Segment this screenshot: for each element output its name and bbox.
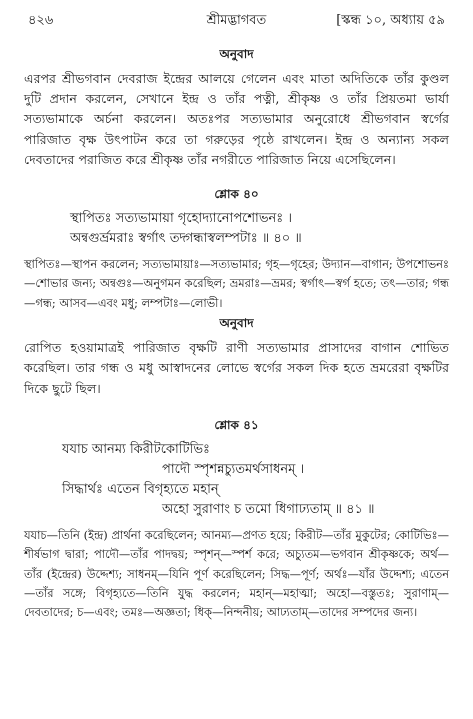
verse-line: সিদ্ধার্থঃ এতেন বিগৃহ্যতে মহান্ [62, 481, 219, 497]
chapter-reference: [স্কন্ধ ১০, অধ্যায় ৫৯ [336, 13, 445, 28]
running-title: শ্রীমদ্ভাগবত [206, 13, 267, 28]
word-synonyms: স্থাপিতঃ—স্থাপন করলেন; সত্যভামায়াঃ—সত্যভামার; গৃহ—গৃহের; উদ্যান—বাগান; উপশোভনঃ—শোভার জন্য; অন্বগুঃ—অনুগমন করেছিল; ভ্রমরাঃ—ভ্রমর; স্বর্গাৎ—স্বর্গ হতে; তৎ—তার; গন্ধ—গন্ধ; আসব—এবং মধু; লম্পটাঃ—লোভী। [24, 257, 449, 310]
page-number: ৪২৬ [28, 13, 54, 28]
verse-line: পাদৌ স্পৃশন্নচ্যুতমর্থসাধনম্ । [162, 461, 305, 477]
translation-heading: অনুবাদ [219, 316, 254, 331]
sanskrit-verse [24, 209, 449, 249]
translation-heading: অনুবাদ [219, 47, 254, 61]
verse-heading: শ্লোক ৪০ [214, 187, 259, 202]
running-header [24, 10, 449, 32]
verse-line: যযাচ আনম্য কিরীটকোটিভিঃ [62, 441, 210, 457]
verse-line: অন্বগুর্ভ্রমরাঃ স্বর্গাৎ তদ্গন্ধাস্বলম্পটাঃ ॥ ৪০ ॥ [70, 231, 302, 247]
verse-line: স্থাপিতঃ সত্যভামায়া গৃহোদ্যানোপশোভনঃ । [70, 211, 292, 227]
verse-heading: শ্লোক ৪১ [214, 417, 259, 432]
word-synonyms: যযাচ—তিনি (ইন্দ্র) প্রার্থনা করেছিলেন; আনম্য—প্রণত হয়ে; কিরীট—তাঁর মুকুটের; কোটিভিঃ—শীর্ষভাগ দ্বারা; পাদৌ—তাঁর পাদদ্বয়; স্পৃশন্—স্পর্শ করে; অচ্যুতম—ভগবান শ্রীকৃষ্ণকে; অর্থ—তাঁর (ইন্দ্রের) উদ্দেশ্য; সাধনম্—যিনি পূর্ণ করেছিলেন; সিদ্ধ—পূর্ণ; অর্থঃ—যাঁর উদ্দেশ্য; এতেন—তাঁর সঙ্গে; বিগৃহ্যতে—তিনি যুদ্ধ করলেন; মহান্—মহাত্মা; অহো—বস্তুতঃ; সুরাণাম্—দেবতাদের; চ—এবং; তমঃ—অজ্ঞতা; ধিক্—নিন্দনীয়; আঢ্যতাম্—তাদের সম্পদের জন্য। [24, 527, 449, 620]
translation-paragraph: রোপিত হওয়ামাত্রই পারিজাত বৃক্ষটি রাণী সত্যভামার প্রাসাদের বাগান শোভিত করেছিল। তার গন্ধ ও মধু আস্বাদনের লোভে স্বর্গের সকল দিক হতে ভ্রমরেরা বৃক্ষটির দিকে ছুটে ছিল। [24, 340, 449, 396]
sanskrit-verse [24, 440, 449, 520]
translation-paragraph: এরপর শ্রীভগবান দেবরাজ ইন্দ্রের আলয়ে গেলেন এবং মাতা অদিতিকে তাঁর কুণ্ডল দুটি প্রদান করলেন, সেখানে ইন্দ্র ও তাঁর পত্নী, শ্রীকৃষ্ণ ও তাঁর প্রিয়তমা ভার্যা সত্যভামাকে অর্চনা করলেন। অতঃপর সত্যভামার অনুরোধে শ্রীভগবান স্বর্গের পারিজাত বৃক্ষ উৎপাটন করে তা গরুড়ের পৃষ্ঠে রাখলেন। ইন্দ্র ও অন্যান্য সকল দেবতাদের পরাজিত করে শ্রীকৃষ্ণ তাঁর নগরীতে পারিজাত নিয়ে এসেছিলেন। [24, 71, 449, 167]
verse-line: অহো সুরাণাং চ তমো ধিগাঢ্যতাম্ ॥ ৪১ ॥ [162, 501, 375, 517]
